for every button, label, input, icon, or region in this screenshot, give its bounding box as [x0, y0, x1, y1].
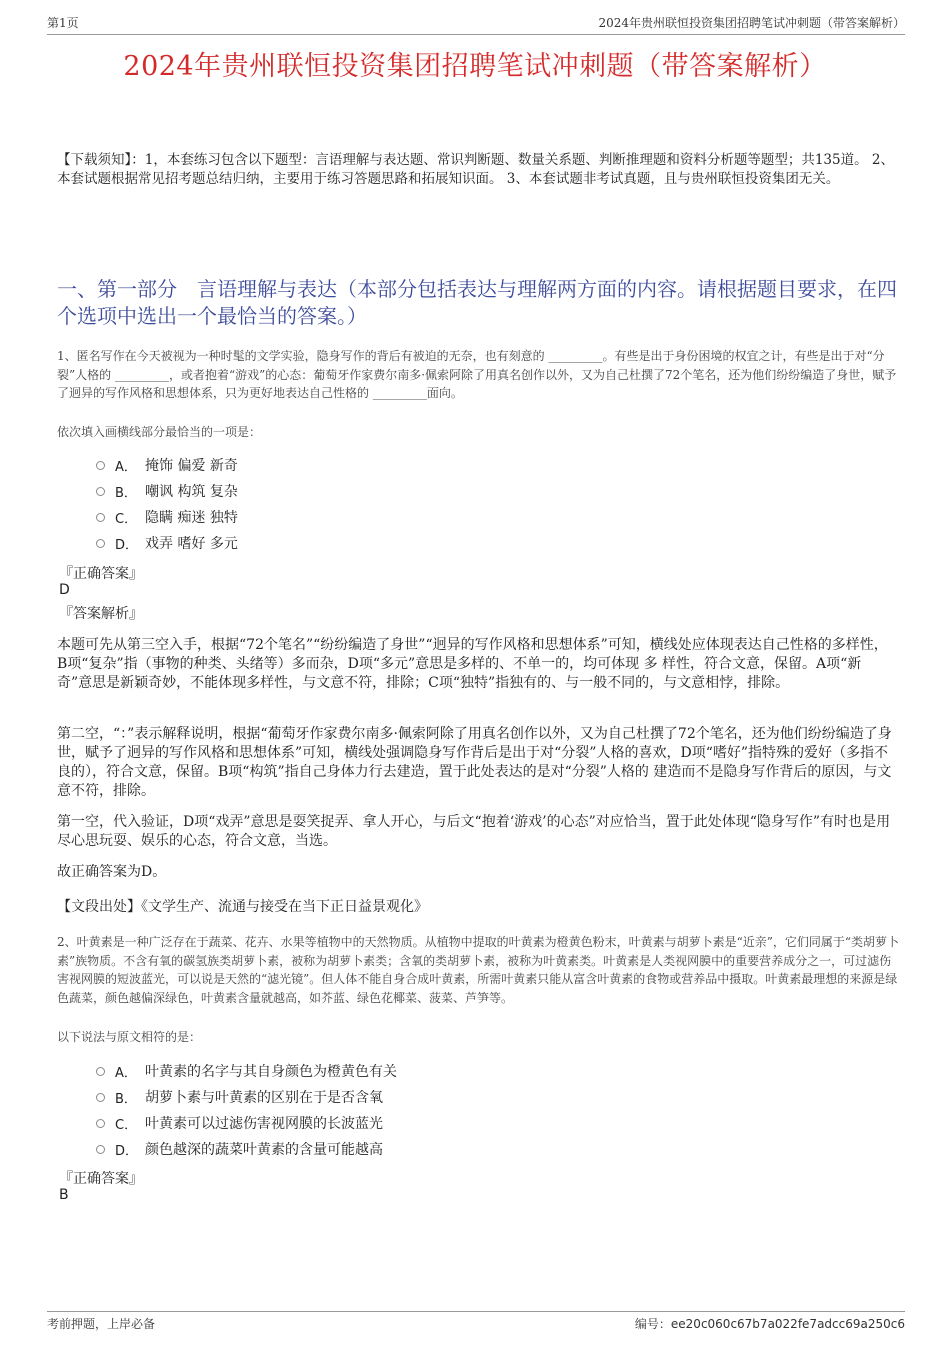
radio-icon[interactable]	[96, 1067, 105, 1076]
radio-icon[interactable]	[96, 1119, 105, 1128]
question-1-prompt: 依次填入画横线部分最恰当的一项是：	[57, 425, 262, 439]
option-a[interactable]: A． 叶黄素的名字与其自身颜色为橙黄色有关	[96, 1058, 397, 1084]
radio-icon[interactable]	[96, 1145, 105, 1154]
radio-icon[interactable]	[96, 1093, 105, 1102]
analysis-label: 『答案解析』	[59, 606, 143, 622]
footer-slogan: 考前押题，上岸必备	[47, 1317, 156, 1331]
option-a[interactable]: A． 掩饰 偏爱 新奇	[96, 452, 238, 478]
code-label: 编号：	[634, 1317, 671, 1331]
option-b[interactable]: B． 嘲讽 构筑 复杂	[96, 478, 238, 504]
header-doc-title: 2024年贵州联恒投资集团招聘笔试冲刺题（带答案解析）	[598, 16, 905, 30]
question-2-options	[96, 1058, 397, 1162]
source-citation: 【文段出处】《文学生产、流通与接受在当下正日益景观化》	[57, 899, 428, 915]
question-2-text: 2、叶黄素是一种广泛存在于蔬菜、花卉、水果等植物中的天然物质。从植物中提取的叶黄素为橙黄色粉末，叶黄素与胡萝卜素是“近亲”，它们同属于“类胡萝卜素”族物质。不含有氧的碳氢族类胡萝卜素，被称为胡萝卜素类；含氧的类胡萝卜素，被称为叶黄素类。叶黄素是人类视网膜中的重要营养成分之一，可过滤伤害视网膜的短波蓝光，可以说是天然的“滤光镜”。但人体不能自身合成叶黄素，所需叶黄素只能从富含叶黄素的食物或营养品中摄取。叶黄素最理想的来源是绿色蔬菜，颜色越偏深绿色，叶黄素含量就越高，如芥蓝、绿色花椰菜、菠菜、芦笋等。	[57, 935, 900, 1005]
document-code	[635, 1315, 905, 1332]
answer-label: 『正确答案』	[59, 566, 143, 582]
analysis-paragraph: 第二空，“：”表示解释说明，根据“葡萄牙作家费尔南多·佩索阿除了用真名创作以外，又为自己杜撰了72个笔名，还为他们纷纷编造了身世，赋予了迥异的写作风格和思想体系”可知，横线处强调隐身写作背后是出于对“分裂”人格的喜欢，D项“嗜好”指特殊的爱好（多指不良的），符合文意，保留。B项“构筑”指自己身体力行去建造，置于此处表达的是对“分裂”人格的 建造而不是隐身写作背后的原因，与文意不符，排除。	[57, 726, 892, 799]
analysis-conclusion: 故正确答案为D。	[57, 864, 167, 880]
option-d[interactable]: D． 颜色越深的蔬菜叶黄素的含量可能越高	[96, 1136, 397, 1162]
question-1-text: 1、匿名写作在今天被视为一种时髦的文学实验，隐身写作的背后有被迫的无奈，也有刻意的 _________。有些是出于身份困境的权宜之计，有些是出于对“分裂”人格的 _________，或者抱着“游戏”的心态：葡萄牙作家费尔南多·佩索阿除了用真名创作以外，又为自己杜撰了72个笔名，还为他们纷纷编造了身世，赋予了迥异的写作风格和思想体系，只为更好地表达自己性格的 _________面向。	[57, 349, 897, 400]
page-footer	[47, 1311, 905, 1332]
option-c[interactable]: C． 叶黄素可以过滤伤害视网膜的长波蓝光	[96, 1110, 397, 1136]
page-header	[47, 14, 905, 35]
option-d[interactable]: D． 戏弄 嗜好 多元	[96, 530, 238, 556]
section-heading: 一、第一部分 言语理解与表达（本部分包括表达与理解两方面的内容。请根据题目要求，在四个选项中选出一个最恰当的答案。）	[57, 277, 897, 328]
question-1-options	[96, 452, 238, 556]
option-c[interactable]: C． 隐瞒 痴迷 独特	[96, 504, 238, 530]
page-number: 第1页	[47, 16, 79, 30]
download-notice: 【下载须知】：1，本套练习包含以下题型：言语理解与表达题、常识判断题、数量关系题、判断推理题和资料分析题等题型；共135道。 2、本套试题根据常见招考题总结归纳，主要用于练习答题思路和拓展知识面。 3、本套试题非考试真题，且与贵州联恒投资集团无关。	[57, 152, 894, 187]
radio-icon[interactable]	[96, 539, 105, 548]
document-title: 2024年贵州联恒投资集团招聘笔试冲刺题（带答案解析）	[123, 51, 827, 82]
radio-icon[interactable]	[96, 487, 105, 496]
question-2-prompt: 以下说法与原文相符的是：	[57, 1030, 202, 1044]
option-b[interactable]: B． 胡萝卜素与叶黄素的区别在于是否含氧	[96, 1084, 397, 1110]
answer-value: D	[59, 582, 70, 598]
code-value: ee20c060c67b7a022fe7adcc69a250c6	[670, 1317, 905, 1331]
answer-value: B	[59, 1187, 69, 1203]
radio-icon[interactable]	[96, 461, 105, 470]
analysis-paragraph: 第一空，代入验证，D项“戏弄”意思是耍笑捉弄、拿人开心，与后文“抱着‘游戏’的心态”对应恰当，置于此处体现“隐身写作”有时也是用尽心思玩耍、娱乐的心态，符合文意，当选。	[57, 814, 891, 849]
answer-label: 『正确答案』	[59, 1171, 143, 1187]
radio-icon[interactable]	[96, 513, 105, 522]
analysis-paragraph: 本题可先从第三空入手，根据“72个笔名”“纷纷编造了身世”“迥异的写作风格和思想体系”可知，横线处应体现表达自己性格的多样性，B项“复杂”指（事物的种类、头绪等）多而杂，D项“多元”意思是多样的、不单一的，均可体现 多 样性，符合文意，保留。A项“新奇”意思是新颖奇妙，不能体现多样性，与文意不符，排除；C项“独特”指独有的、与一般不同的，与文意相悖，排除。	[57, 637, 888, 691]
